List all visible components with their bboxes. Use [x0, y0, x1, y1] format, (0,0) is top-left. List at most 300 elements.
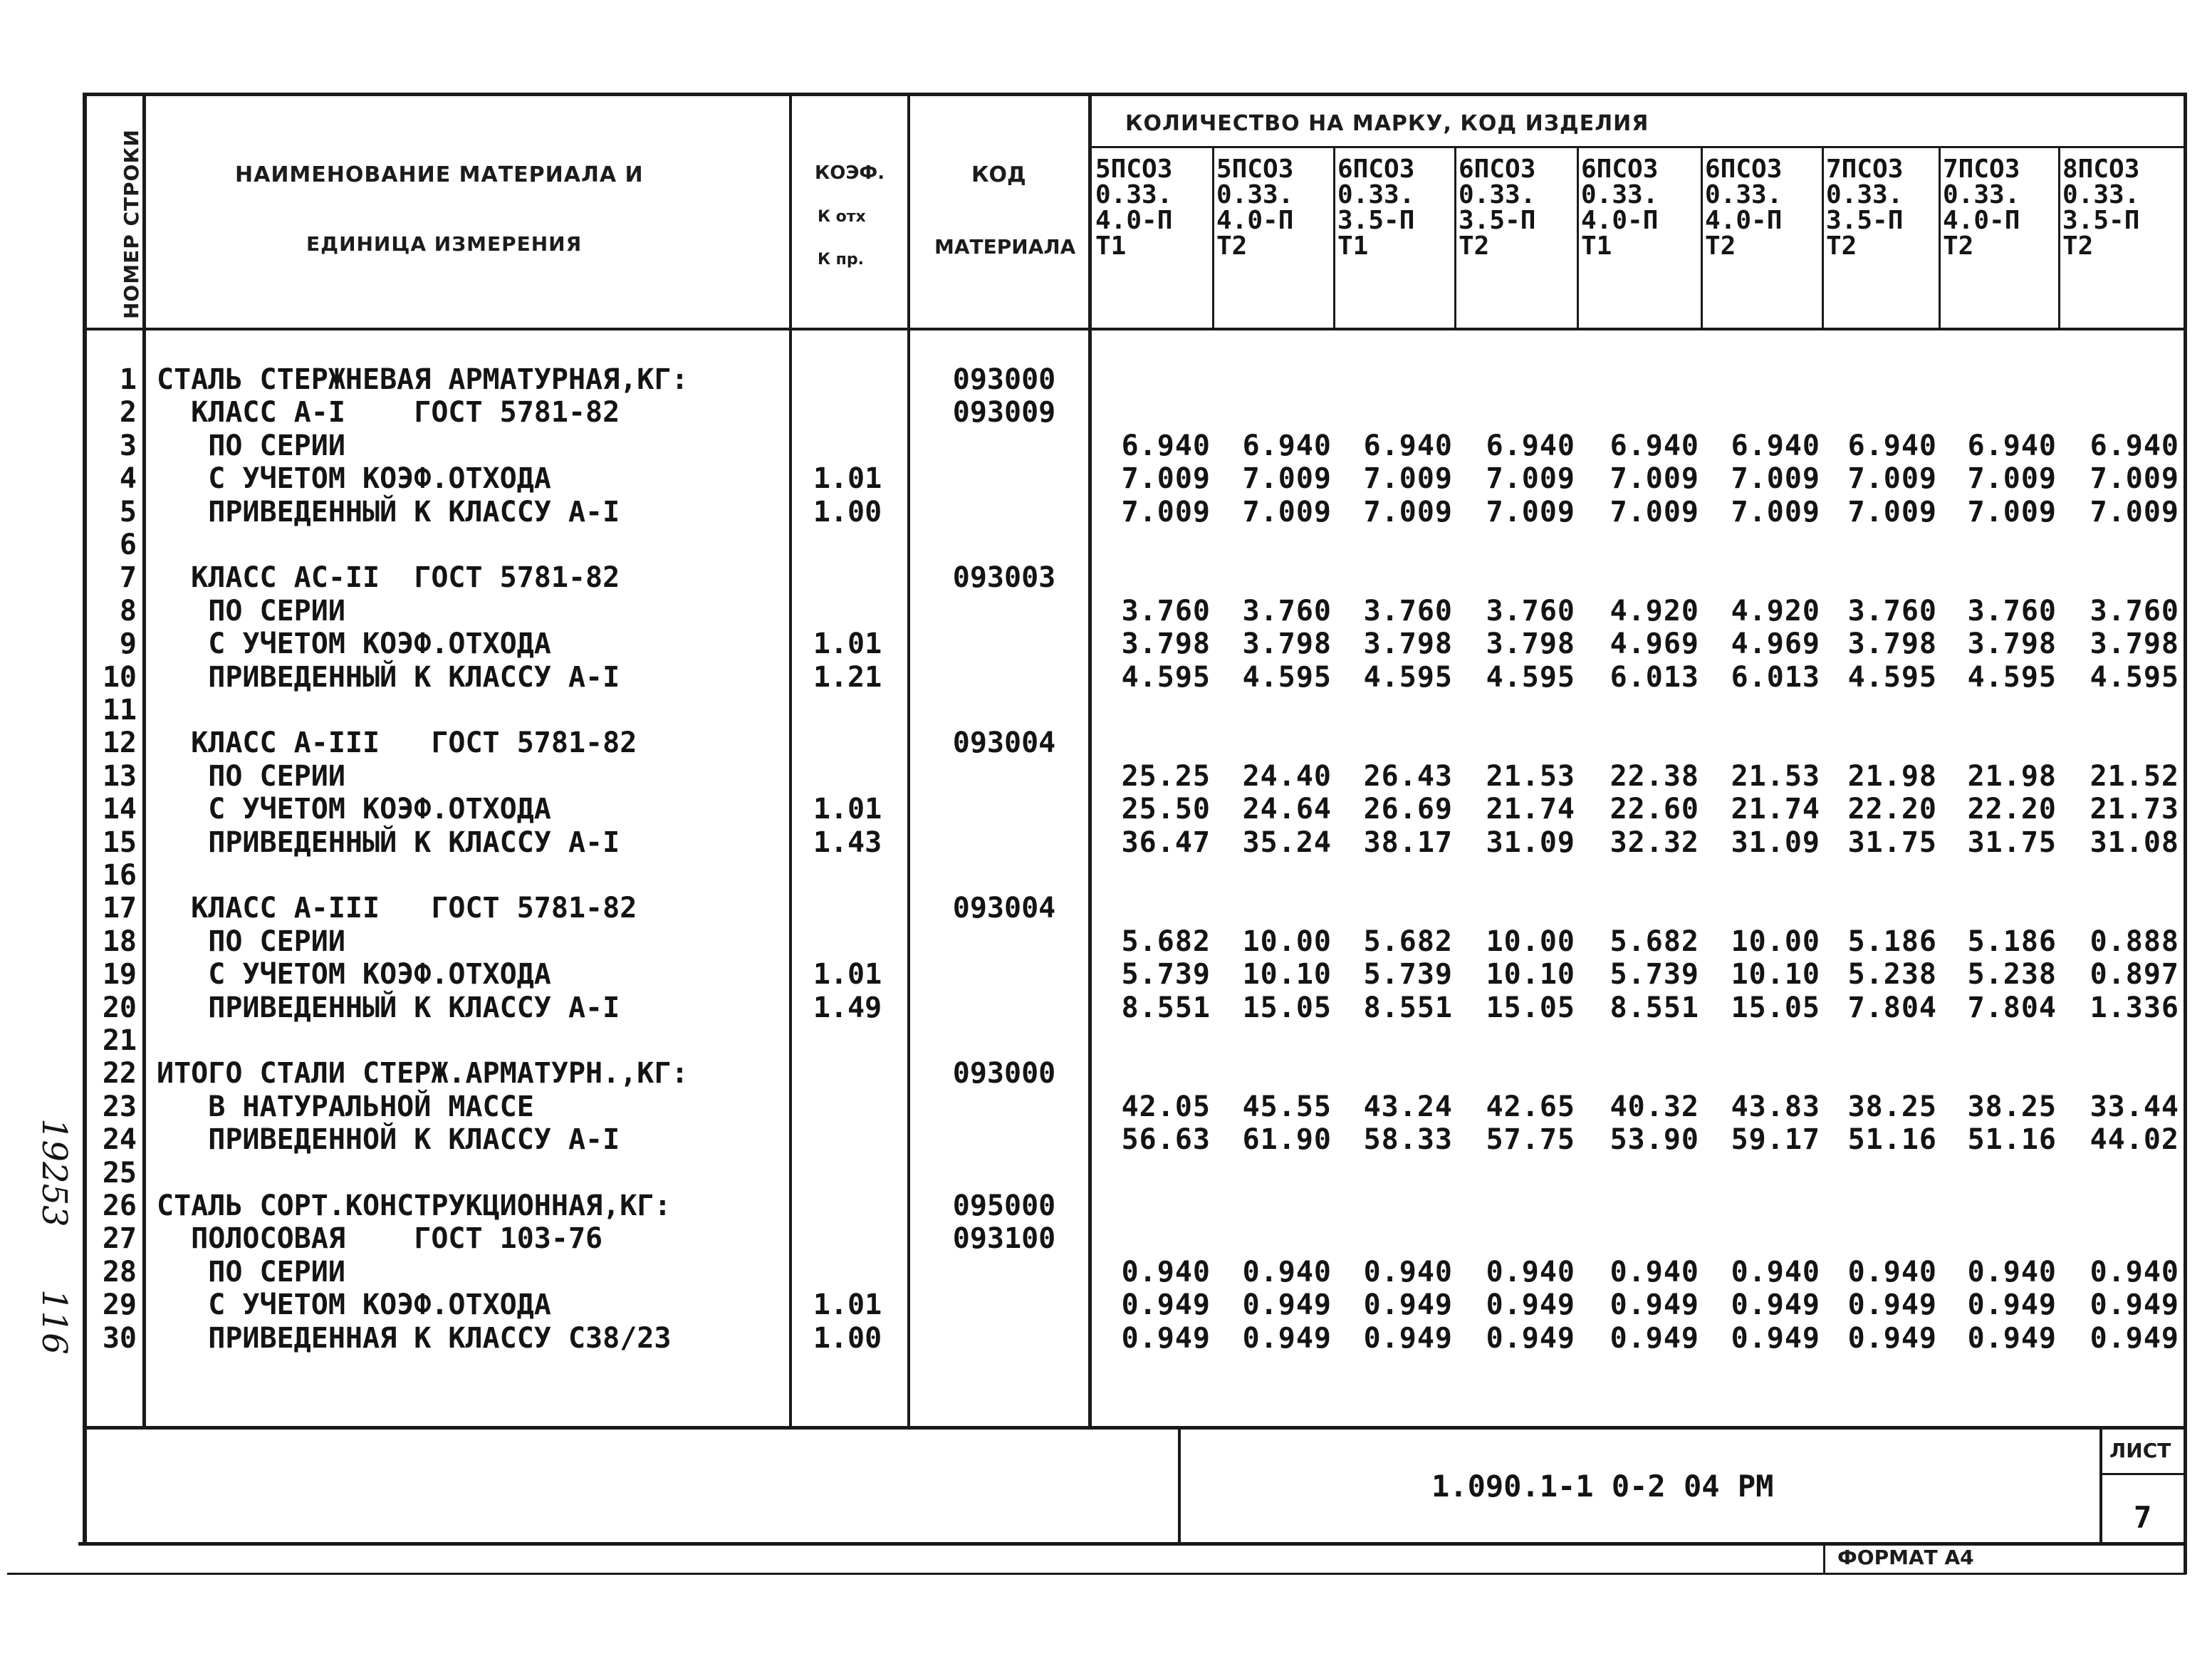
table-row — [0, 727, 2212, 759]
table-row — [0, 1256, 2212, 1288]
quantity-value: 21.52 — [2090, 759, 2179, 793]
quantity-value: 1.336 — [2090, 991, 2179, 1024]
quantity-value: 0.940 — [1610, 1255, 1699, 1288]
table-row — [0, 1057, 2212, 1090]
format-box-line — [1823, 1544, 1825, 1573]
coef-header-line3: К пр. — [818, 251, 864, 269]
quantity-value: 3.798 — [1363, 628, 1453, 661]
quantity-value: 25.25 — [1121, 759, 1211, 793]
coefficient: 1.21 — [813, 660, 882, 694]
quantity-value: 0.897 — [2090, 958, 2179, 991]
frame-bottom-table — [85, 1426, 2186, 1430]
mark-line: 6ПСО3 — [1337, 155, 1415, 184]
quantity-value: 0.949 — [1731, 1288, 1820, 1322]
table-row — [0, 1322, 2212, 1355]
quantity-value: 53.90 — [1610, 1123, 1699, 1157]
quantity-value: 6.940 — [1363, 429, 1453, 462]
quantity-value: 10.10 — [1486, 958, 1575, 991]
quantity-value: 6.940 — [1486, 429, 1575, 462]
quantity-value: 6.940 — [1242, 429, 1332, 462]
row-number: 16 — [102, 859, 137, 892]
material-name: ПО СЕРИИ — [157, 925, 345, 958]
material-name: С УЧЕТОМ КОЭФ.ОТХОДА — [157, 462, 551, 496]
quantity-value: 0.949 — [1363, 1288, 1453, 1322]
quantity-value: 10.10 — [1242, 958, 1332, 991]
quantity-value: 7.009 — [1847, 462, 1937, 496]
quantity-value: 3.798 — [1847, 628, 1937, 661]
quantity-value: 42.05 — [1121, 1090, 1211, 1123]
quantity-value: 35.24 — [1242, 826, 1332, 859]
quantity-value: 7.804 — [1967, 991, 2057, 1024]
quantity-value: 0.949 — [1363, 1321, 1453, 1355]
quantity-value: 5.186 — [1967, 925, 2057, 958]
mark-line: 4.0-П — [1095, 206, 1173, 235]
coef-header-line2: К отх — [818, 208, 866, 226]
table-row — [0, 396, 2212, 429]
quantity-value: 7.009 — [1731, 495, 1820, 529]
quantity-value: 3.798 — [1242, 628, 1332, 661]
row-number: 6 — [119, 529, 137, 561]
material-name: ПРИВЕДЕННЫЙ К КЛАССУ А-I — [157, 826, 620, 859]
quantity-value: 21.53 — [1731, 759, 1820, 793]
code-header-line1: КОД — [971, 162, 1026, 187]
material-name: ПОЛОСОВАЯ ГОСТ 103-76 — [157, 1222, 603, 1256]
quantity-value: 0.949 — [1486, 1288, 1575, 1322]
quantity-value: 59.17 — [1731, 1123, 1820, 1157]
table-row — [0, 1288, 2212, 1321]
mark-line: 3.5-П — [1826, 206, 1904, 235]
row-number: 20 — [102, 991, 137, 1024]
quantity-value: 36.47 — [1121, 826, 1211, 859]
row-number: 7 — [119, 561, 137, 595]
inventory-number: 19253 — [34, 1118, 74, 1227]
sheet-box-mid — [2101, 1473, 2185, 1475]
quantity-value: 0.940 — [1486, 1255, 1575, 1288]
sheet-box-left — [2099, 1427, 2102, 1544]
quantity-value: 0.949 — [1847, 1321, 1937, 1355]
row-number: 21 — [102, 1024, 137, 1057]
mark-line: 3.5-П — [1337, 206, 1415, 235]
material-code: 093003 — [952, 561, 1056, 595]
table-row — [0, 496, 2212, 529]
material-name: ИТОГО СТАЛИ СТЕРЖ.АРМАТУРН.,КГ: — [157, 1057, 689, 1090]
quantity-value: 21.74 — [1486, 793, 1575, 826]
quantity-value: 0.949 — [1731, 1321, 1820, 1355]
table-row — [0, 892, 2212, 925]
quantity-value: 31.08 — [2090, 826, 2179, 859]
material-name: С УЧЕТОМ КОЭФ.ОТХОДА — [157, 1288, 551, 1322]
table-row — [0, 1157, 2212, 1189]
quantity-value: 15.05 — [1486, 991, 1575, 1024]
material-name-header-line1: НАИМЕНОВАНИЕ МАТЕРИАЛА И — [235, 162, 644, 187]
mark-line: 0.33. — [1581, 180, 1659, 209]
quantity-value: 38.25 — [1967, 1090, 2057, 1123]
quantity-value: 7.009 — [1967, 495, 2057, 529]
quantity-value: 0.949 — [1847, 1288, 1937, 1322]
quantity-value: 40.32 — [1610, 1090, 1699, 1123]
mark-line: 5ПСО3 — [1095, 155, 1173, 184]
mark-line: 6ПСО3 — [1459, 155, 1536, 184]
mark-line: 0.33. — [1216, 180, 1294, 209]
mark-line: 0.33. — [1459, 180, 1536, 209]
quantity-value: 7.009 — [1610, 462, 1699, 496]
material-name: ПРИВЕДЕННЫЙ К КЛАССУ А-I — [157, 991, 620, 1024]
table-row — [0, 661, 2212, 694]
quantity-value: 7.009 — [1967, 462, 2057, 496]
quantity-value: 4.595 — [2090, 660, 2179, 694]
material-code: 093004 — [952, 892, 1056, 925]
quantity-value: 22.20 — [1847, 793, 1937, 826]
material-name: КЛАСС АС-II ГОСТ 5781-82 — [157, 561, 620, 595]
quantity-value: 7.009 — [1121, 462, 1211, 496]
material-name: ПРИВЕДЕННАЯ К КЛАССУ С38/23 — [157, 1321, 672, 1355]
quantity-value: 3.760 — [2090, 594, 2179, 628]
mark-line: 4.0-П — [1943, 206, 2020, 235]
mark-line: Т1 — [1095, 231, 1127, 261]
quantity-value: 10.00 — [1242, 925, 1332, 958]
quantity-value: 58.33 — [1363, 1123, 1453, 1157]
quantity-value: 6.940 — [1967, 429, 2057, 462]
row-number: 5 — [119, 495, 137, 529]
quantity-value: 4.595 — [1486, 660, 1575, 694]
sheet-label: ЛИСТ — [2109, 1439, 2171, 1462]
material-name: КЛАСС А-III ГОСТ 5781-82 — [157, 727, 637, 760]
quantity-value: 0.949 — [1121, 1321, 1211, 1355]
mark-header-3 — [1337, 157, 1457, 259]
mark-header-4 — [1459, 157, 1578, 259]
quantity-value: 8.551 — [1363, 991, 1453, 1024]
table-row — [0, 1024, 2212, 1057]
quantity-value: 6.013 — [1610, 660, 1699, 694]
quantity-value: 6.013 — [1731, 660, 1820, 694]
quantity-value: 6.940 — [1731, 429, 1820, 462]
row-number: 23 — [102, 1090, 137, 1123]
quantity-value: 32.32 — [1610, 826, 1699, 859]
quantity-value: 0.949 — [1121, 1288, 1211, 1322]
quantity-value: 7.009 — [1363, 495, 1453, 529]
quantity-value: 8.551 — [1121, 991, 1211, 1024]
header-separator — [85, 328, 2186, 330]
coefficient: 1.01 — [813, 1288, 882, 1322]
quantity-value: 33.44 — [2090, 1090, 2179, 1123]
material-name-header-line2: ЕДИНИЦА ИЗМЕРЕНИЯ — [306, 232, 583, 256]
quantity-value: 10.00 — [1731, 925, 1820, 958]
mark-line: Т2 — [2062, 231, 2094, 261]
document-code: 1.090.1-1 0-2 04 РМ — [1431, 1469, 1774, 1504]
quantity-value: 3.760 — [1486, 594, 1575, 628]
table-row — [0, 628, 2212, 660]
quantity-value: 6.940 — [1121, 429, 1211, 462]
frame-top — [85, 93, 2186, 96]
mark-line: Т2 — [1943, 231, 1974, 261]
mark-header-1 — [1095, 157, 1215, 259]
quantity-value: 31.75 — [1847, 826, 1937, 859]
material-name: В НАТУРАЛЬНОЙ МАССЕ — [157, 1090, 534, 1123]
row-number: 27 — [102, 1222, 137, 1256]
quantity-value: 0.949 — [1967, 1288, 2057, 1322]
quantity-value: 7.009 — [1363, 462, 1453, 496]
mark-header-2 — [1216, 157, 1336, 259]
quantity-value: 0.940 — [2090, 1255, 2179, 1288]
quantity-value: 3.760 — [1242, 594, 1332, 628]
mark-line: 0.33. — [1826, 180, 1904, 209]
material-code: 093000 — [952, 363, 1056, 396]
quantity-value: 38.17 — [1363, 826, 1453, 859]
quantity-value: 31.09 — [1486, 826, 1575, 859]
mark-line: 0.33. — [1705, 180, 1783, 209]
quantity-value: 7.009 — [2090, 462, 2179, 496]
row-number: 17 — [102, 892, 137, 925]
quantity-value: 3.760 — [1967, 594, 2057, 628]
quantity-value: 0.949 — [1967, 1321, 2057, 1355]
quantity-value: 3.798 — [1967, 628, 2057, 661]
coefficient: 1.43 — [813, 826, 882, 859]
mark-line: Т2 — [1216, 231, 1248, 261]
row-number: 30 — [102, 1321, 137, 1355]
quantity-value: 0.949 — [1242, 1288, 1332, 1322]
quantity-value: 5.739 — [1363, 958, 1453, 991]
quantity-value: 7.009 — [1121, 495, 1211, 529]
coefficient: 1.01 — [813, 628, 882, 661]
table-row — [0, 1123, 2212, 1156]
quantity-value: 24.40 — [1242, 759, 1332, 793]
quantity-value: 22.60 — [1610, 793, 1699, 826]
row-number: 25 — [102, 1156, 137, 1189]
quantity-value: 43.24 — [1363, 1090, 1453, 1123]
quantity-value: 0.940 — [1242, 1255, 1332, 1288]
mark-line: 4.0-П — [1581, 206, 1659, 235]
quantity-value: 5.682 — [1610, 925, 1699, 958]
quantity-value: 57.75 — [1486, 1123, 1575, 1157]
quantity-value: 7.009 — [1242, 495, 1332, 529]
mark-line: 5ПСО3 — [1216, 155, 1294, 184]
mark-line: 3.5-П — [1459, 206, 1536, 235]
quantity-value: 6.940 — [2090, 429, 2179, 462]
coefficient: 1.00 — [813, 1321, 882, 1355]
quantity-value: 10.10 — [1731, 958, 1820, 991]
quantity-value: 3.760 — [1847, 594, 1937, 628]
mark-line: 0.33. — [1337, 180, 1415, 209]
quantity-value: 0.949 — [1242, 1321, 1332, 1355]
row-number: 9 — [119, 628, 137, 661]
row-number: 8 — [119, 594, 137, 628]
mark-line: Т1 — [1337, 231, 1369, 261]
quantity-value: 26.43 — [1363, 759, 1453, 793]
table-row — [0, 595, 2212, 628]
quantity-value: 7.009 — [1731, 462, 1820, 496]
quantity-value: 3.798 — [1486, 628, 1575, 661]
quantity-value: 5.682 — [1121, 925, 1211, 958]
mark-line: 7ПСО3 — [1826, 155, 1904, 184]
material-name: С УЧЕТОМ КОЭФ.ОТХОДА — [157, 628, 551, 661]
table-row — [0, 793, 2212, 826]
quantity-value: 22.38 — [1610, 759, 1699, 793]
quantity-value: 15.05 — [1242, 991, 1332, 1024]
quantity-value: 6.940 — [1847, 429, 1937, 462]
row-number: 26 — [102, 1189, 137, 1222]
row-number: 28 — [102, 1255, 137, 1288]
material-code: 093000 — [952, 1057, 1056, 1090]
quantity-value: 15.05 — [1731, 991, 1820, 1024]
material-name: С УЧЕТОМ КОЭФ.ОТХОДА — [157, 793, 551, 826]
quantity-value: 0.940 — [1121, 1255, 1211, 1288]
footer-divider — [1178, 1427, 1181, 1544]
quantity-value: 56.63 — [1121, 1123, 1211, 1157]
quantity-value: 26.69 — [1363, 793, 1453, 826]
quantity-value: 5.739 — [1610, 958, 1699, 991]
mark-line: Т1 — [1581, 231, 1612, 261]
quantity-value: 5.186 — [1847, 925, 1937, 958]
quantity-value: 7.804 — [1847, 991, 1937, 1024]
quantity-value: 5.238 — [1967, 958, 2057, 991]
row-number: 15 — [102, 826, 137, 859]
quantity-value: 7.009 — [1847, 495, 1937, 529]
material-name: ПО СЕРИИ — [157, 429, 345, 462]
quantity-value: 5.238 — [1847, 958, 1937, 991]
quantity-value: 4.595 — [1121, 660, 1211, 694]
table-row — [0, 529, 2212, 561]
code-header-line2: МАТЕРИАЛА — [934, 235, 1076, 259]
row-number: 22 — [102, 1057, 137, 1090]
row-number: 1 — [119, 363, 137, 396]
quantity-value: 5.739 — [1121, 958, 1211, 991]
quantity-value: 7.009 — [1242, 462, 1332, 496]
mark-header-5 — [1581, 157, 1701, 259]
quantity-value: 7.009 — [1486, 462, 1575, 496]
row-number: 14 — [102, 793, 137, 826]
quantity-value: 0.888 — [2090, 925, 2179, 958]
mark-header-8 — [1943, 157, 2062, 259]
quantity-value: 22.20 — [1967, 793, 2057, 826]
row-number: 24 — [102, 1123, 137, 1157]
table-row — [0, 1222, 2212, 1255]
quantity-value: 0.940 — [1731, 1255, 1820, 1288]
material-code: 093004 — [952, 727, 1056, 760]
row-number: 3 — [119, 429, 137, 462]
material-name: КЛАСС А-I ГОСТ 5781-82 — [157, 396, 620, 429]
table-row — [0, 991, 2212, 1024]
quantity-value: 61.90 — [1242, 1123, 1332, 1157]
row-number: 18 — [102, 925, 137, 958]
mark-line: 6ПСО3 — [1581, 155, 1659, 184]
coefficient: 1.01 — [813, 793, 882, 826]
row-number: 29 — [102, 1288, 137, 1322]
row-number: 11 — [102, 694, 137, 727]
mark-line: Т2 — [1459, 231, 1490, 261]
mark-line: 0.33. — [1095, 180, 1173, 209]
mark-line: 4.0-П — [1705, 206, 1783, 235]
quantity-value: 38.25 — [1847, 1090, 1937, 1123]
quantity-value: 0.949 — [1610, 1321, 1699, 1355]
table-row — [0, 694, 2212, 727]
row-number: 2 — [119, 396, 137, 429]
quantity-value: 42.65 — [1486, 1090, 1575, 1123]
table-row — [0, 1090, 2212, 1123]
quantity-value: 0.949 — [1486, 1321, 1575, 1355]
material-name: ПО СЕРИИ — [157, 759, 345, 793]
quantity-value: 5.682 — [1363, 925, 1453, 958]
quantity-value: 10.00 — [1486, 925, 1575, 958]
table-row — [0, 859, 2212, 892]
material-name: ПРИВЕДЕННЫЙ К КЛАССУ А-I — [157, 660, 620, 694]
quantity-value: 4.969 — [1610, 628, 1699, 661]
material-name: С УЧЕТОМ КОЭФ.ОТХОДА — [157, 958, 551, 991]
table-row — [0, 363, 2212, 396]
page-baseline — [7, 1573, 2186, 1575]
quantity-value: 3.760 — [1363, 594, 1453, 628]
mark-line: 4.0-П — [1216, 206, 1294, 235]
table-row — [0, 760, 2212, 793]
table-row — [0, 462, 2212, 495]
mark-line: 7ПСО3 — [1943, 155, 2020, 184]
row-number: 13 — [102, 759, 137, 793]
mark-line: Т2 — [1705, 231, 1736, 261]
mark-sep-5 — [1701, 146, 1703, 329]
quantity-value: 0.940 — [1363, 1255, 1453, 1288]
quantity-value: 0.949 — [2090, 1321, 2179, 1355]
quantity-value: 45.55 — [1242, 1090, 1332, 1123]
coefficient: 1.00 — [813, 495, 882, 529]
quantity-value: 6.940 — [1610, 429, 1699, 462]
material-code: 093009 — [952, 396, 1056, 429]
mark-header-6 — [1705, 157, 1825, 259]
format-label: ФОРМАТ А4 — [1837, 1546, 1974, 1569]
quantity-value: 0.940 — [1967, 1255, 2057, 1288]
quantity-value: 21.73 — [2090, 793, 2179, 826]
quantity-value: 21.98 — [1847, 759, 1937, 793]
quantity-value: 8.551 — [1610, 991, 1699, 1024]
table-row — [0, 1189, 2212, 1222]
table-row — [0, 925, 2212, 958]
quantity-value: 0.940 — [1847, 1255, 1937, 1288]
coefficient: 1.01 — [813, 462, 882, 496]
page-number-note: 116 — [34, 1289, 74, 1355]
quantity-value: 44.02 — [2090, 1123, 2179, 1157]
table-row — [0, 958, 2212, 991]
material-name: КЛАСС А-III ГОСТ 5781-82 — [157, 892, 637, 925]
quantity-value: 21.53 — [1486, 759, 1575, 793]
material-name: ПО СЕРИИ — [157, 594, 345, 628]
quantity-value: 4.595 — [1847, 660, 1937, 694]
quantity-value: 4.920 — [1610, 594, 1699, 628]
mark-line: 3.5-П — [2062, 206, 2140, 235]
coef-header-line1: КОЭФ. — [815, 162, 885, 184]
material-name: ПРИВЕДЕННЫЙ К КЛАССУ А-I — [157, 495, 620, 529]
mark-line: 8ПСО3 — [2062, 155, 2140, 184]
quantity-value: 3.798 — [1121, 628, 1211, 661]
quantity-value: 4.595 — [1967, 660, 2057, 694]
material-name: ПРИВЕДЕННОЙ К КЛАССУ А-I — [157, 1123, 620, 1157]
mark-header-7 — [1826, 157, 1946, 259]
quantity-value: 3.760 — [1121, 594, 1211, 628]
mark-line: 6ПСО3 — [1705, 155, 1783, 184]
mark-header-9 — [2062, 157, 2182, 259]
coefficient: 1.01 — [813, 958, 882, 991]
quantity-value: 0.949 — [1610, 1288, 1699, 1322]
material-code: 093100 — [952, 1222, 1056, 1256]
quantity-value: 25.50 — [1121, 793, 1211, 826]
quantity-header: КОЛИЧЕСТВО НА МАРКУ, КОД ИЗДЕЛИЯ — [1125, 111, 1649, 136]
table-row — [0, 429, 2212, 462]
quantity-header-line — [1090, 146, 2186, 148]
sheet-number: 7 — [2134, 1500, 2152, 1535]
quantity-value: 43.83 — [1731, 1090, 1820, 1123]
quantity-value: 0.949 — [2090, 1288, 2179, 1322]
quantity-value: 4.920 — [1731, 594, 1820, 628]
mark-line: 0.33. — [1943, 180, 2020, 209]
quantity-value: 31.09 — [1731, 826, 1820, 859]
quantity-value: 51.16 — [1967, 1123, 2057, 1157]
